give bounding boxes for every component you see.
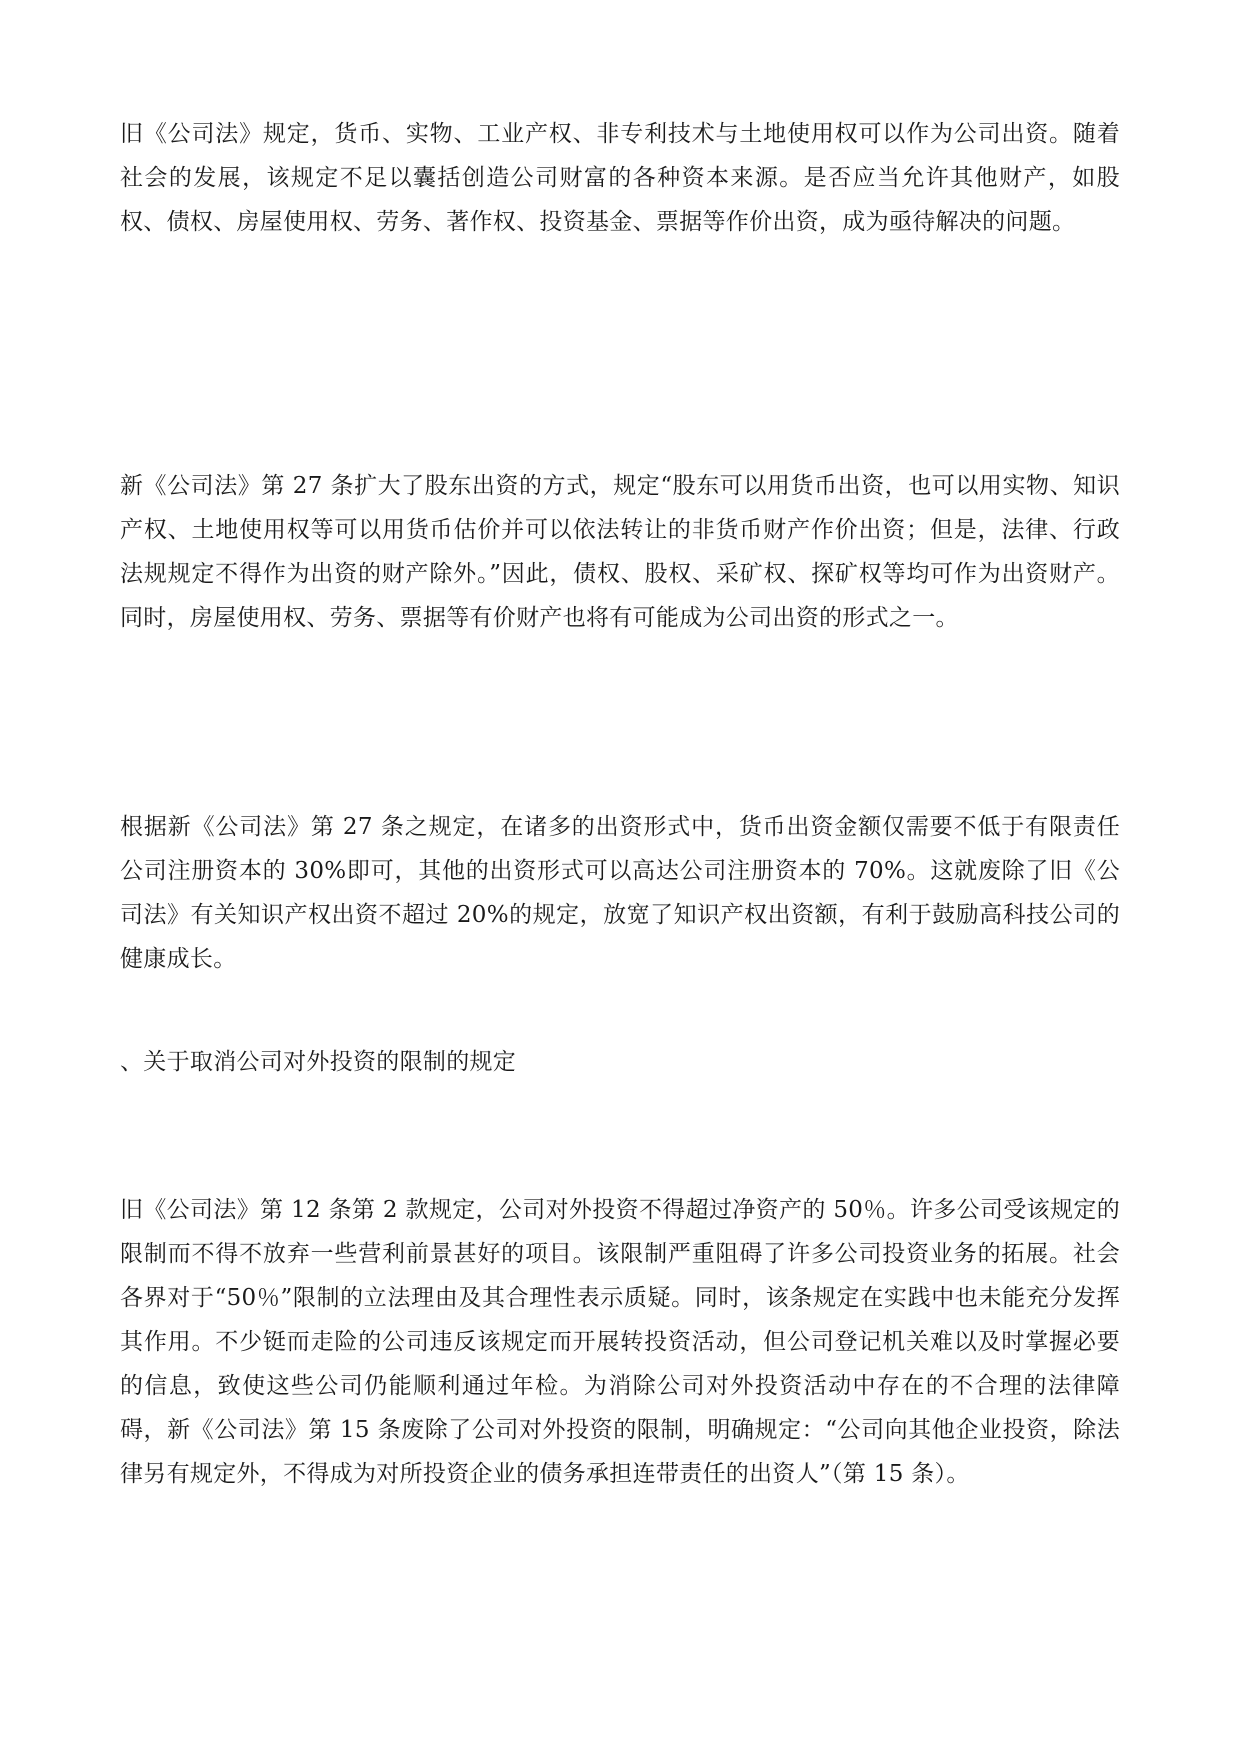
paragraph-new-law-article-27: 新《公司法》第 27 条扩大了股东出资的方式，规定“股东可以用货币出资，也可以用实物、知识产权、土地使用权等可以用货币估价并可以依法转让的非货币财产作价出资；但是，法律、行政法规规定不得作为出资的财产除外。”因此，债权、股权、采矿权、探矿权等均可作为出资财产。同时，房屋使用权、劳务、票据等有价财产也将有可能成为公司出资的形式之一。 xyxy=(120,473,1120,631)
paragraph-old-law-contribution-forms: 旧《公司法》规定，货币、实物、工业产权、非专利技术与土地使用权可以作为公司出资。随着社会的发展，该规定不足以囊括创造公司财富的各种资本来源。是否应当允许其他财产，如股权、债权、房屋使用权、劳务、著作权、投资基金、票据等作价出资，成为亟待解决的问题。 xyxy=(120,121,1120,235)
paragraph-investment-limit-removal: 旧《公司法》第 12 条第 2 款规定，公司对外投资不得超过净资产的 50％。许多公司受该规定的限制而不得不放弃一些营利前景甚好的项目。该限制严重阻碍了许多公司投资业务的拓展。社会各界对于“50％”限制的立法理由及其合理性表示质疑。同时，该条规定在实践中也未能充分发挥其作用。不少铤而走险的公司违反该规定而开展转投资活动，但公司登记机关难以及时掌握必要的信息，致使这些公司仍能顺利通过年检。为消除公司对外投资活动中存在的不合理的法律障碍，新《公司法》第 15 条废除了公司对外投资的限制，明确规定：“公司向其他企业投资，除法律另有规定外，不得成为对所投资企业的债务承担连带责任的出资人”（第 15 条）。 xyxy=(120,1197,1120,1487)
paragraph-cash-contribution-ratio: 根据新《公司法》第 27 条之规定，在诸多的出资形式中，货币出资金额仅需要不低于有限责任公司注册资本的 30%即可，其他的出资形式可以高达公司注册资本的 70%。这就废除了旧《公司法》有关知识产权出资不超过 20%的规定，放宽了知识产权出资额，有利于鼓励高科技公司的健康成长。 xyxy=(120,814,1120,972)
section-heading-investment-limits: 、关于取消公司对外投资的限制的规定 xyxy=(120,1049,517,1075)
